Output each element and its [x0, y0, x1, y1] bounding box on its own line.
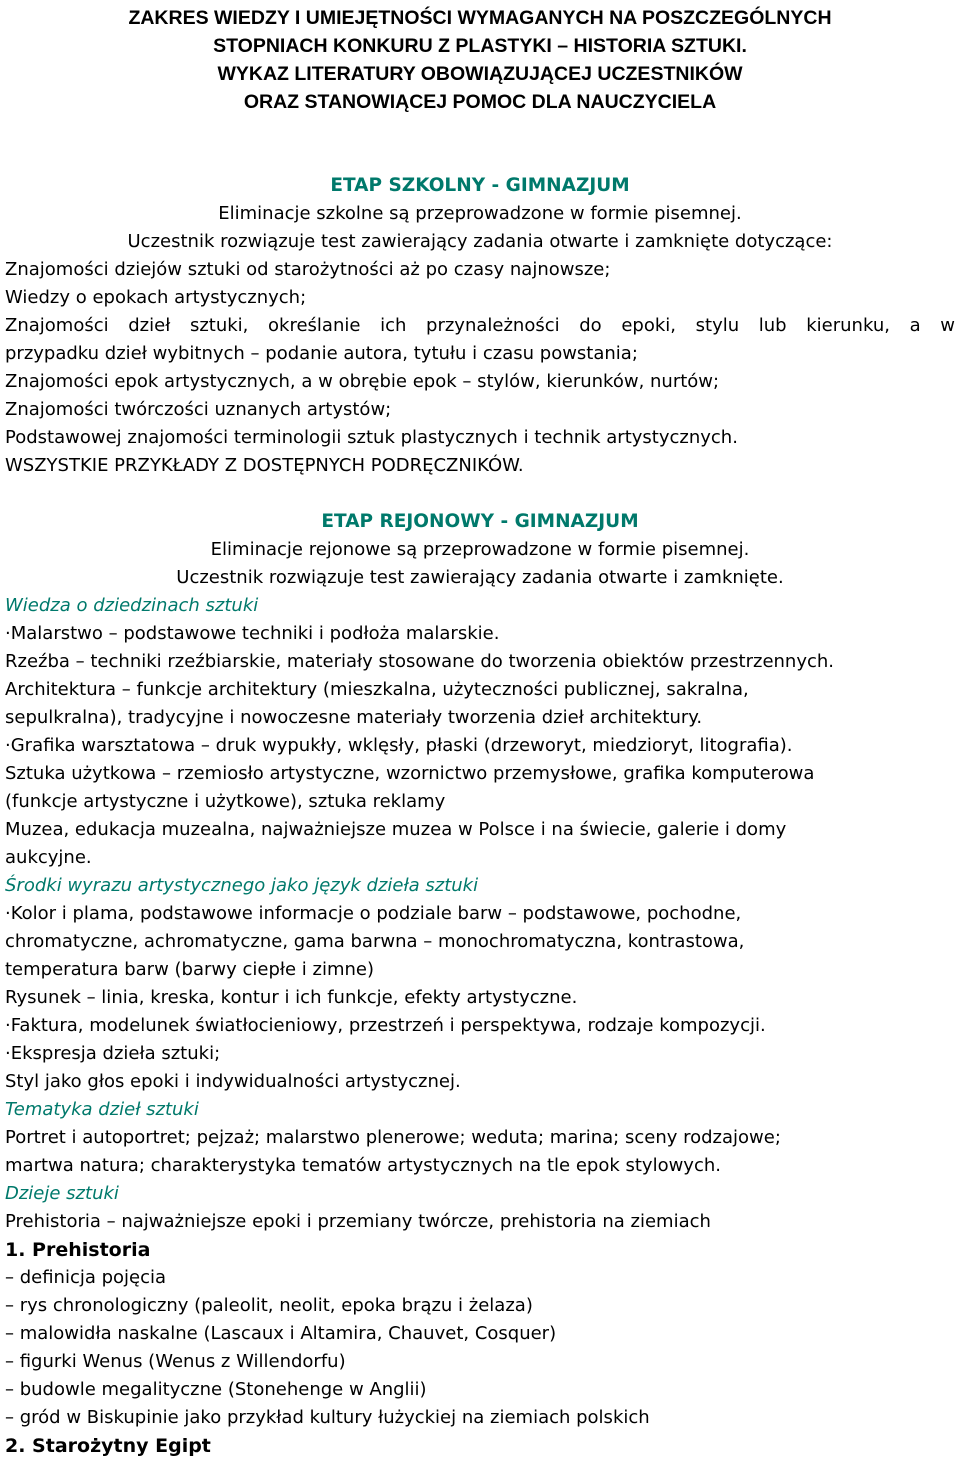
etap-szkolny-line: Wiedzy o epokach artystycznych;: [5, 287, 307, 308]
srodki-line: ·Ekspresja dzieła sztuki;: [5, 1043, 221, 1064]
prehistoria-item: – gród w Biskupinie jako przykład kultury łużyckiej na ziemiach polskich: [5, 1407, 650, 1428]
dzieje-intro: Prehistoria – najważniejsze epoki i przemiany twórcze, prehistoria na ziemiach: [5, 1211, 711, 1232]
etap-szkolny-line: przypadku dzieł wybitnych – podanie autora, tytułu i czasu powstania;: [5, 343, 638, 364]
page-title-line-3: WYKAZ LITERATURY OBOWIĄZUJĄCEJ UCZESTNIKÓW: [217, 63, 743, 85]
wiedza-line: sepulkralna), tradycyjne i nowoczesne materiały tworzenia dzieł architektury.: [5, 707, 703, 728]
srodki-line: ·Kolor i plama, podstawowe informacje o podziale barw – podstawowe, pochodne,: [5, 903, 742, 924]
srodki-line: chromatyczne, achromatyczne, gama barwna – monochromatyczna, kontrastowa,: [5, 931, 745, 952]
prehistoria-heading: 1. Prehistoria: [5, 1239, 151, 1261]
wiedza-line: (funkcje artystyczne i użytkowe), sztuka reklamy: [5, 791, 446, 812]
prehistoria-item: – rys chronologiczny (paleolit, neolit, epoka brązu i żelaza): [5, 1295, 533, 1316]
wiedza-line: Rzeźba – techniki rzeźbiarskie, materiały stosowane do tworzenia obiektów przestrzennych.: [5, 651, 835, 672]
etap-rejonowy-intro-2: Uczestnik rozwiązuje test zawierający zadania otwarte i zamknięte.: [176, 567, 784, 588]
tematyka-line: Portret i autoportret; pejzaż; malarstwo plenerowe; weduta; marina; sceny rodzajowe;: [5, 1127, 781, 1148]
srodki-heading: Środki wyrazu artystycznego jako język dzieła sztuki: [5, 875, 479, 896]
egipt-heading: 2. Starożytny Egipt: [5, 1435, 211, 1457]
page-title-line-2: STOPNIACH KONKURU Z PLASTYKI – HISTORIA SZTUKI.: [213, 35, 747, 57]
wiedza-line: Sztuka użytkowa – rzemiosło artystyczne, wzornictwo przemysłowe, grafika komputerowa: [5, 763, 815, 784]
page-title-line-1: ZAKRES WIEDZY I UMIEJĘTNOŚCI WYMAGANYCH NA POSZCZEGÓLNYCH: [128, 7, 832, 29]
srodki-line: Rysunek – linia, kreska, kontur i ich funkcje, efekty artystyczne.: [5, 987, 578, 1008]
prehistoria-item: – malowidła naskalne (Lascaux i Altamira, Chauvet, Cosquer): [5, 1323, 557, 1344]
tematyka-heading: Tematyka dzieł sztuki: [5, 1099, 199, 1120]
wiedza-line: ·Malarstwo – podstawowe techniki i podłoża malarskie.: [5, 623, 500, 644]
tematyka-line: martwa natura; charakterystyka tematów artystycznych na tle epok stylowych.: [5, 1155, 721, 1176]
wiedza-line: aukcyjne.: [5, 847, 92, 868]
srodki-line: Styl jako głos epoki i indywidualności artystycznej.: [5, 1071, 461, 1092]
etap-rejonowy-intro-1: Eliminacje rejonowe są przeprowadzone w formie pisemnej.: [210, 539, 750, 560]
wiedza-heading: Wiedza o dziedzinach sztuki: [5, 595, 259, 616]
etap-szkolny-line: Znajomości twórczości uznanych artystów;: [5, 399, 392, 420]
etap-szkolny-intro-1: Eliminacje szkolne są przeprowadzone w formie pisemnej.: [218, 203, 742, 224]
page-title-line-4: ORAZ STANOWIĄCEJ POMOC DLA NAUCZYCIELA: [243, 91, 717, 113]
etap-szkolny-line: Znajomości dzieł sztuki, określanie ich przynależności do epoki, stylu lub kierunku, a w: [5, 315, 955, 336]
etap-szkolny-line: WSZYSTKIE PRZYKŁADY Z DOSTĘPNYCH PODRĘCZNIKÓW.: [5, 455, 524, 476]
etap-szkolny-line: Znajomości dziejów sztuki od starożytności aż po czasy najnowsze;: [5, 259, 611, 280]
wiedza-line: Architektura – funkcje architektury (mieszkalna, użyteczności publicznej, sakralna,: [5, 679, 749, 700]
etap-szkolny-line: Podstawowej znajomości terminologii sztuk plastycznych i technik artystycznych.: [5, 427, 738, 448]
etap-szkolny-heading: ETAP SZKOLNY - GIMNAZJUM: [330, 175, 630, 196]
srodki-line: ·Faktura, modelunek światłocieniowy, przestrzeń i perspektywa, rodzaje kompozycji.: [5, 1015, 766, 1036]
prehistoria-item: – budowle megalityczne (Stonehenge w Anglii): [5, 1379, 427, 1400]
wiedza-line: ·Grafika warsztatowa – druk wypukły, wklęsły, płaski (drzeworyt, miedzioryt, litografia).: [5, 735, 793, 756]
etap-szkolny-intro-2: Uczestnik rozwiązuje test zawierający zadania otwarte i zamknięte dotyczące:: [127, 231, 833, 252]
etap-szkolny-line: Znajomości epok artystycznych, a w obrębie epok – stylów, kierunków, nurtów;: [5, 371, 720, 392]
etap-rejonowy-heading: ETAP REJONOWY - GIMNAZJUM: [321, 511, 639, 532]
prehistoria-item: – definicja pojęcia: [5, 1267, 167, 1288]
dzieje-heading: Dzieje sztuki: [5, 1183, 119, 1204]
srodki-line: temperatura barw (barwy ciepłe i zimne): [5, 959, 375, 980]
wiedza-line: Muzea, edukacja muzealna, najważniejsze muzea w Polsce i na świecie, galerie i domy: [5, 819, 787, 840]
prehistoria-item: – figurki Wenus (Wenus z Willendorfu): [5, 1351, 346, 1372]
